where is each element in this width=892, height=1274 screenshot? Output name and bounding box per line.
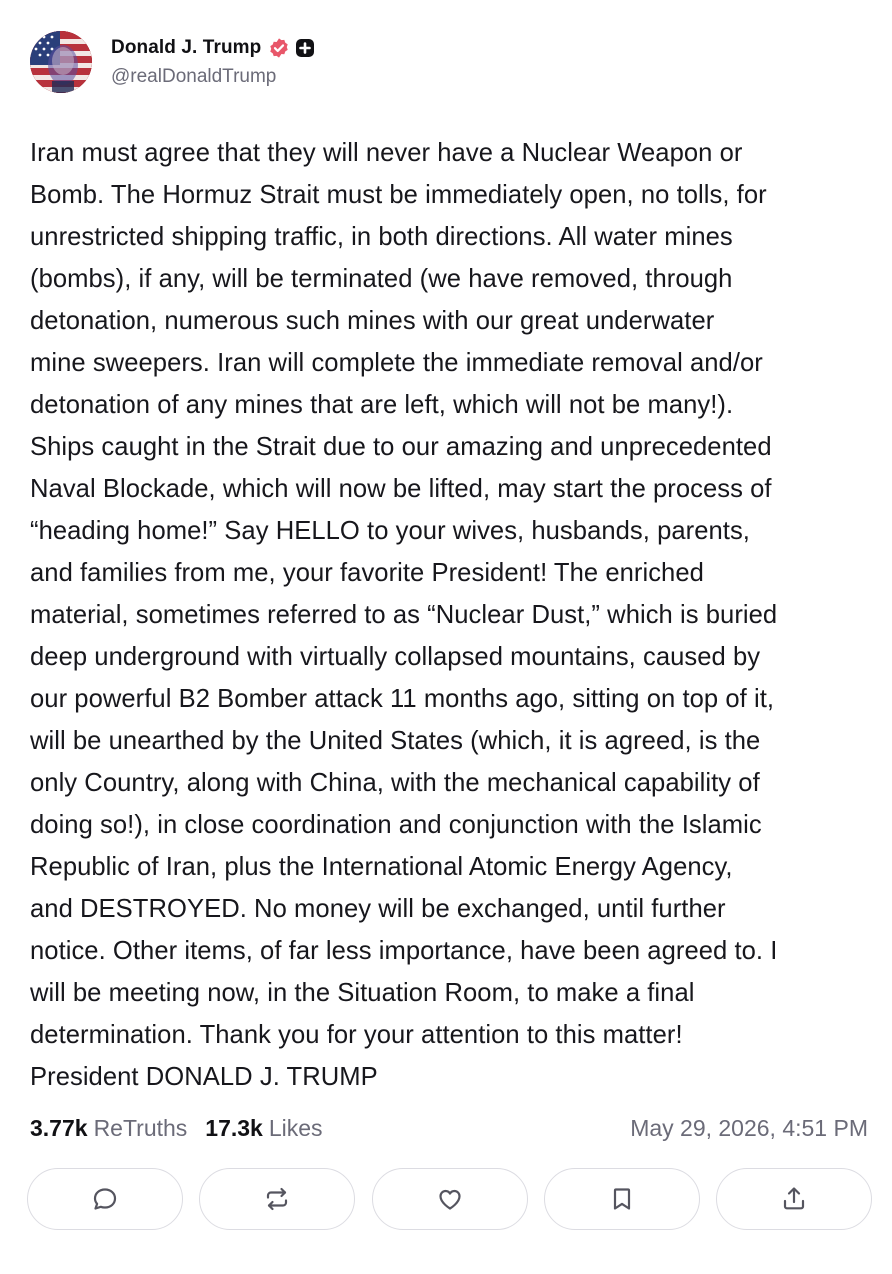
reply-icon (90, 1184, 120, 1214)
bookmark-button[interactable] (544, 1168, 700, 1230)
author-handle[interactable]: @realDonaldTrump (111, 65, 277, 87)
like-button[interactable] (372, 1168, 528, 1230)
likes-count: 17.3k (205, 1114, 263, 1141)
action-bar (27, 1168, 872, 1232)
retruth-icon (262, 1184, 292, 1214)
post-timestamp: May 29, 2026, 4:51 PM (630, 1114, 868, 1141)
truth-plus-icon (295, 38, 315, 58)
likes-label: Likes (268, 1114, 323, 1141)
likes-stat[interactable] (205, 1115, 322, 1142)
share-button[interactable] (716, 1168, 872, 1230)
retruths-stat[interactable] (30, 1115, 187, 1142)
retruths-count: 3.77k (30, 1114, 88, 1141)
name-row (111, 33, 315, 63)
retruths-label: ReTruths (93, 1114, 188, 1141)
bookmark-icon (607, 1184, 637, 1214)
share-icon (779, 1184, 809, 1214)
reply-button[interactable] (27, 1168, 183, 1230)
post-header (30, 30, 315, 94)
post-text: Iran must agree that they will never have a Nuclear Weapon or Bomb. The Hormuz Strait must be immediately open, no tolls, for unrestricted shipping traffic, in both directions. All water mines (bombs), if any, will be terminated (we have removed, through detonation, numerous such mines with our great underwater mine sweepers. Iran will complete the immediate removal and/or detonation of any mines that are left, which will not be many!). Ships caught in the Strait due to our amazing and unprecedented Naval Blockade, which will now be lifted, may start the process of “heading home!” Say HELLO to your wives, husbands, parents, and families from me, your favorite President! The enriched material, sometimes referred to as “Nuclear Dust,” which is buried deep underground with virtually collapsed mountains, caused by our powerful B2 Bomber attack 11 months ago, sitting on top of it, will be unearthed by the United States (which, it is agreed, is the only Country, along with China, with the mechanical capability of doing so!), in close coordination and conjunction with the Islamic Republic of Iran, plus the International Atomic Energy Agency, and DESTROYED. No money will be exchanged, until further notice. Other items, of far less importance, have been agreed to. I will be meeting now, in the Situation Room, to make a final determination. Thank you for your attention to this matter! President DONALD J. TRUMP (30, 139, 778, 1091)
display-name[interactable]: Donald J. Trump (111, 36, 262, 58)
post-stats (30, 1110, 868, 1146)
author-info (111, 33, 315, 88)
avatar[interactable] (30, 31, 92, 93)
verified-badge-icon (268, 37, 290, 59)
retruth-button[interactable] (199, 1168, 355, 1230)
like-icon (435, 1184, 465, 1214)
flag-portrait-avatar-icon (30, 31, 92, 93)
